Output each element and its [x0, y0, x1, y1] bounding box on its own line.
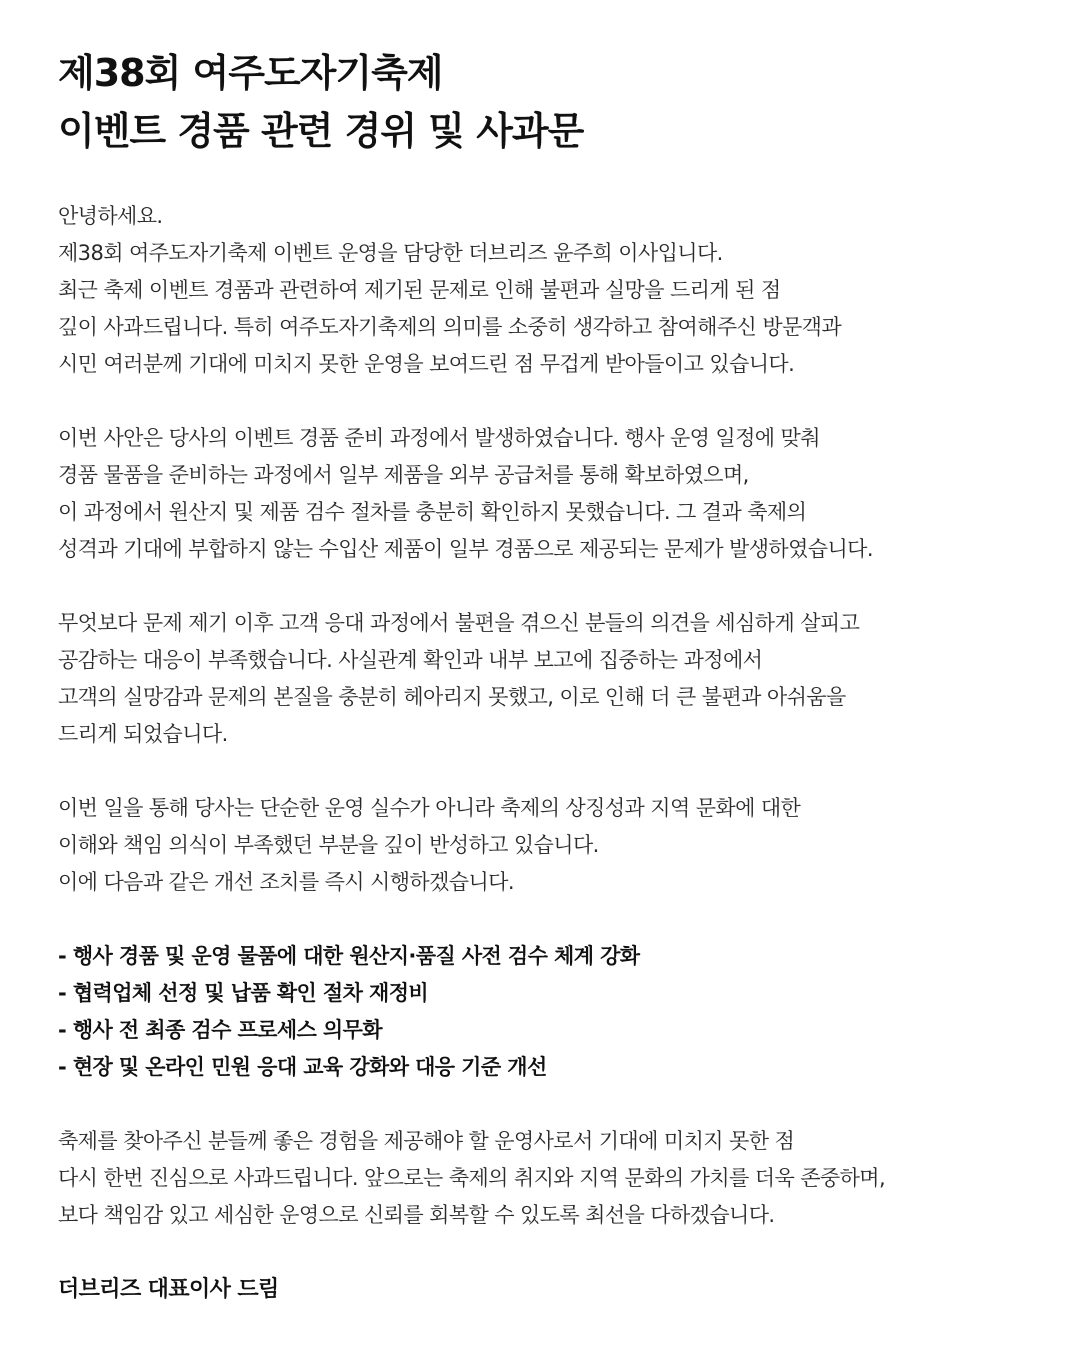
text-line: 이번 사안은 당사의 이벤트 경품 준비 과정에서 발생하였습니다. 행사 운영 일정에 맞춰	[58, 426, 820, 450]
text-line: 보다 책임감 있고 세심한 운영으로 신뢰를 회복할 수 있도록 최선을 다하겠습니다.	[58, 1203, 775, 1227]
improvement-measures-list	[58, 938, 1038, 1086]
text-line: 깊이 사과드립니다. 특히 여주도자기축제의 의미를 소중히 생각하고 참여해주신 방문객과	[58, 315, 842, 339]
text-line: 공감하는 대응이 부족했습니다. 사실관계 확인과 내부 보고에 집중하는 과정에서	[58, 648, 763, 672]
title-line-1: 제38회 여주도자기축제	[58, 51, 443, 95]
text-line: 최근 축제 이벤트 경품과 관련하여 제기된 문제로 인해 불편과 실망을 드리게 된 점	[58, 278, 781, 302]
text-line: 성격과 기대에 부합하지 않는 수입산 제품이 일부 경품으로 제공되는 문제가 발생하였습니다.	[58, 537, 873, 561]
text-line: 경품 물품을 준비하는 과정에서 일부 제품을 외부 공급처를 통해 확보하였으며,	[58, 463, 749, 487]
text-line: 안녕하세요.	[58, 204, 163, 228]
text-line: 시민 여러분께 기대에 미치지 못한 운영을 보여드린 점 무겁게 받아들이고 있습니다.	[58, 352, 795, 376]
paragraph-closing	[58, 1123, 1038, 1234]
measure-item: - 행사 경품 및 운영 물품에 대한 원산지·품질 사전 검수 체계 강화	[58, 944, 640, 968]
text-line: 고객의 실망감과 문제의 본질을 충분히 헤아리지 못했고, 이로 인해 더 큰 불편과 아쉬움을	[58, 685, 846, 709]
paragraph-incident	[58, 420, 1038, 568]
text-line: 이에 다음과 같은 개선 조치를 즉시 시행하겠습니다.	[58, 870, 514, 894]
measure-item: - 협력업체 선정 및 납품 확인 절차 재정비	[58, 981, 429, 1005]
text-line: 제38회 여주도자기축제 이벤트 운영을 담당한 더브리즈 윤주희 이사입니다.	[58, 241, 723, 265]
paragraph-reflection	[58, 790, 1038, 901]
document-body	[58, 198, 1038, 1308]
measure-item: - 행사 전 최종 검수 프로세스 의무화	[58, 1018, 382, 1042]
text-line: 다시 한번 진심으로 사과드립니다. 앞으로는 축제의 취지와 지역 문화의 가치를 더욱 존중하며,	[58, 1166, 886, 1190]
text-line: 무엇보다 문제 제기 이후 고객 응대 과정에서 불편을 겪으신 분들의 의견을 세심하게 살피고	[58, 611, 860, 635]
title-line-2: 이벤트 경품 관련 경위 및 사과문	[58, 109, 584, 153]
text-line: 이번 일을 통해 당사는 단순한 운영 실수가 아니라 축제의 상징성과 지역 문화에 대한	[58, 796, 801, 820]
paragraph-greeting	[58, 198, 1038, 383]
signature: 더브리즈 대표이사 드림	[58, 1277, 279, 1302]
apology-document	[58, 44, 1038, 1308]
text-line: 이해와 책임 의식이 부족했던 부분을 깊이 반성하고 있습니다.	[58, 833, 599, 857]
text-line: 축제를 찾아주신 분들께 좋은 경험을 제공해야 할 운영사로서 기대에 미치지 못한 점	[58, 1129, 795, 1153]
paragraph-response	[58, 605, 1038, 753]
measure-item: - 현장 및 온라인 민원 응대 교육 강화와 대응 기준 개선	[58, 1055, 547, 1079]
document-title	[58, 44, 1038, 160]
text-line: 드리게 되었습니다.	[58, 722, 228, 746]
text-line: 이 과정에서 원산지 및 제품 검수 절차를 충분히 확인하지 못했습니다. 그 결과 축제의	[58, 500, 807, 524]
